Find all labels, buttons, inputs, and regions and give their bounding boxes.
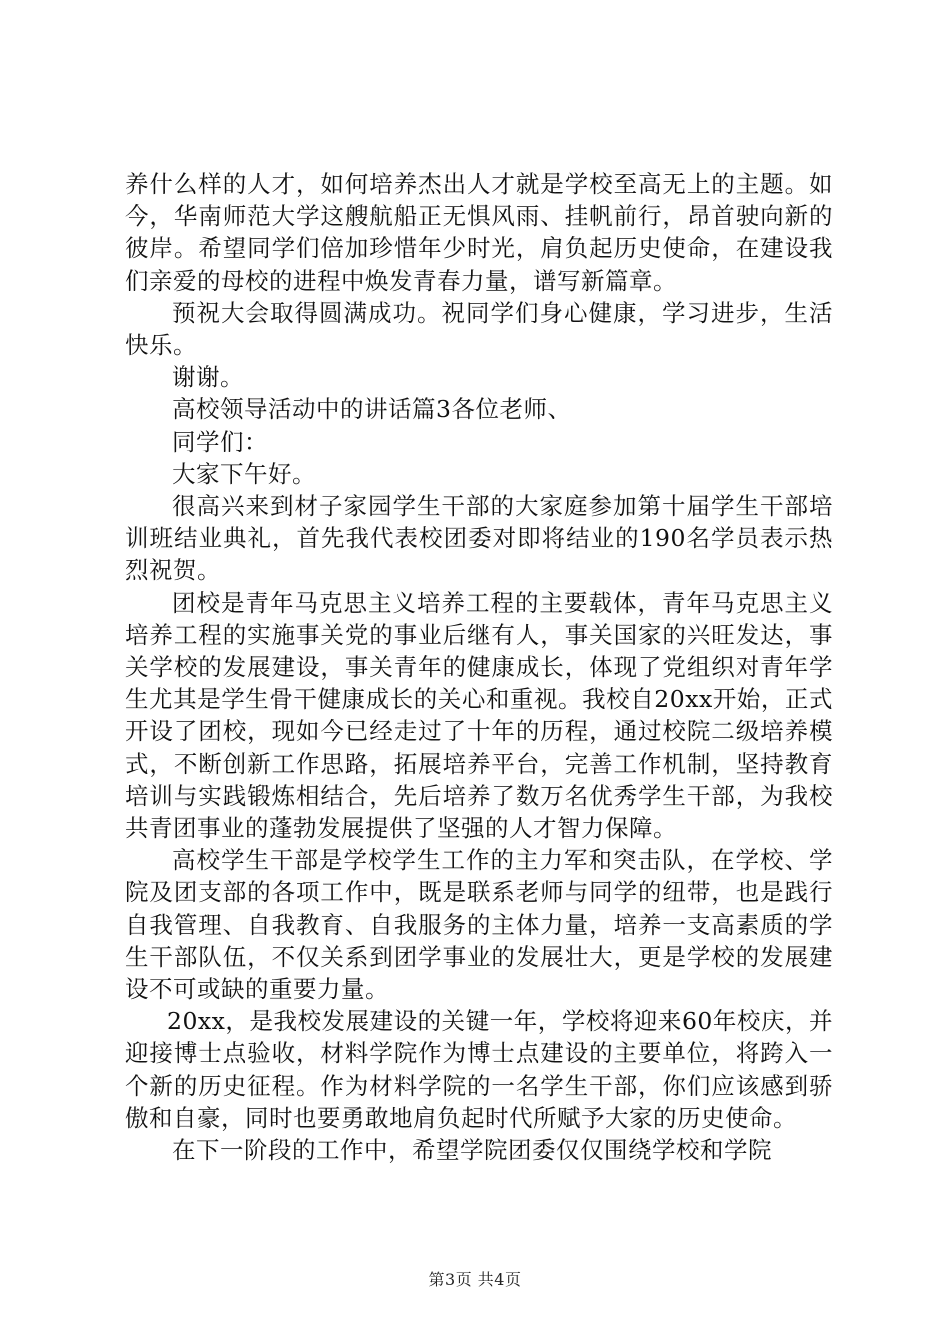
paragraph-8: 团校是青年马克思主义培养工程的主要载体，青年马克思主义培养工程的实施事关党的事业后继有人，事关国家的兴旺发达，事关学校的发展建设，事关青年的健康成长，体现了党组织对青年学生尤其是学生骨干健康成长的关心和重视。我校自20xx开始，正式开设了团校，现如今已经走过了十年的历程，通过校院二级培养模式，不断创新工作思路，拓展培养平台，完善工作机制，坚持教育培训与实践锻炼相结合，先后培养了数万名优秀学生干部，为我校共青团事业的蓬勃发展提供了坚强的人才智力保障。 — [125, 588, 833, 843]
paragraph-9: 高校学生干部是学校学生工作的主力军和突击队，在学校、学院及团支部的各项工作中，既是联系老师与同学的纽带，也是践行自我管理、自我教育、自我服务的主体力量，培养一支高素质的学生干部队伍，不仅关系到团学事业的发展壮大，更是学校的发展建设不可或缺的重要力量。 — [125, 846, 833, 1004]
paragraph-7: 很高兴来到材子家园学生干部的大家庭参加第十届学生干部培训班结业典礼，首先我代表校团委对即将结业的190名学员表示热烈祝贺。 — [125, 492, 833, 585]
paragraph-11: 在下一阶段的工作中，希望学院团委仅仅围绕学校和学院 — [172, 1136, 772, 1165]
paragraph-6: 大家下午好。 — [172, 459, 316, 488]
section-heading: 高校领导活动中的讲话篇3各位老师、 — [172, 395, 572, 424]
paragraph-5: 同学们： — [172, 427, 268, 456]
paragraph-2: 预祝大会取得圆满成功。祝同学们身心健康，学习进步，生活快乐。 — [125, 298, 833, 360]
paragraph-10: 20xx，是我校发展建设的关键一年，学校将迎来60年校庆，并迎接博士点验收，材料学院作为博士点建设的主要单位，将跨入一个新的历史征程。作为材料学院的一名学生干部，你们应该感到骄傲和自豪，同时也要勇敢地肩负起时代所赋予大家的历史使命。 — [125, 1007, 833, 1132]
page-number-footer: 第3页 共4页 — [428, 1270, 522, 1289]
paragraph-1: 养什么样的人才，如何培养杰出人才就是学校至高无上的主题。如今，华南师范大学这艘航船正无惧风雨、挂帆前行，昂首驶向新的彼岸。希望同学们倍加珍惜年少时光，肩负起历史使命，在建设我们亲爱的母校的进程中焕发青春力量，谱写新篇章。 — [125, 170, 833, 295]
paragraph-3: 谢谢。 — [172, 363, 244, 392]
document-body — [125, 168, 833, 1166]
